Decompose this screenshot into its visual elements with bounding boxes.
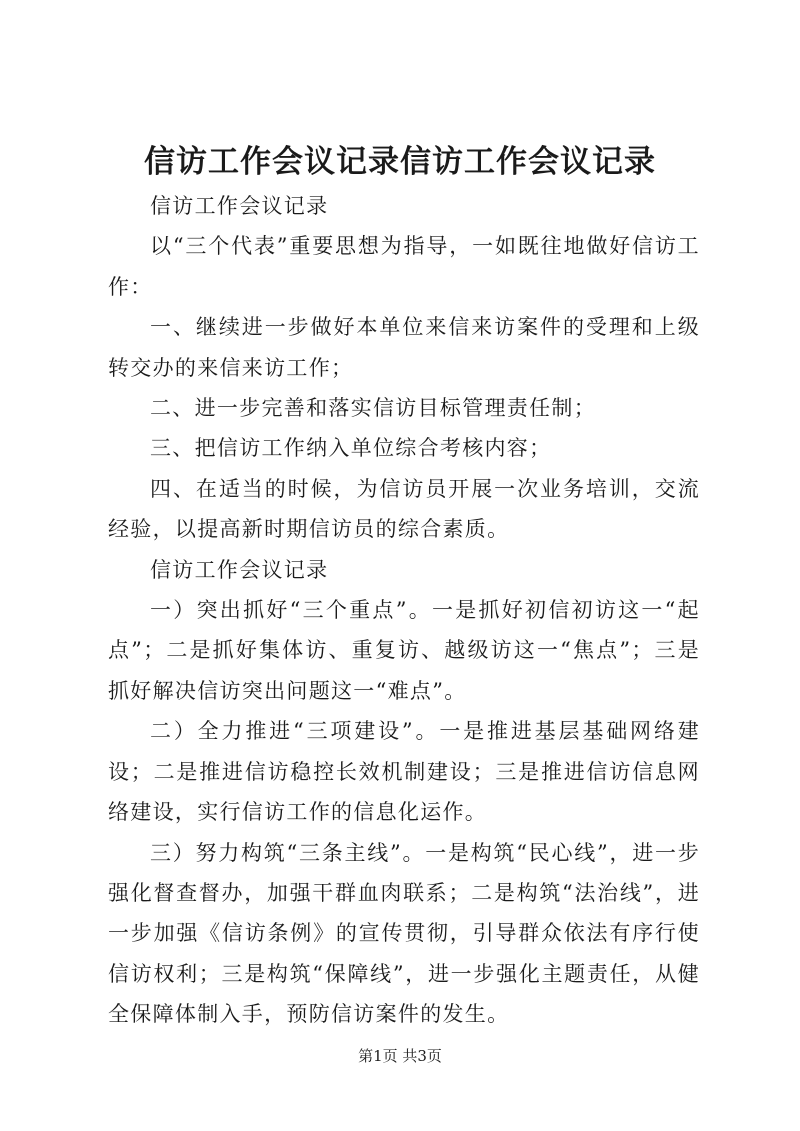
paragraph: 三、把信访工作纳入单位综合考核内容； — [150, 436, 552, 461]
document-body — [108, 186, 700, 1035]
section-heading: 信访工作会议记录 — [150, 194, 329, 218]
paragraph: 二）全力推进“三项建设”。一是推进基层基础网络建设；二是推进信访稳控长效机制建设；三是推进信访信息网络建设，实行信访工作的信息化运作。 — [108, 719, 700, 825]
document-title: 信访工作会议记录信访工作会议记录 — [144, 144, 656, 180]
paragraph: 四、在适当的时候，为信访员开展一次业务培训，交流经验，以提高新时期信访员的综合素质。 — [108, 476, 700, 542]
section-heading: 信访工作会议记录 — [150, 557, 329, 582]
page-number-footer: 第1页 共3页 — [358, 1047, 442, 1065]
paragraph: 以“三个代表”重要思想为指导，一如既往地做好信访工作： — [108, 234, 700, 299]
paragraph: 一）突出抓好“三个重点”。一是抓好初信初访这一“起点”；二是抓好集体访、重复访、越级访这一“焦点”；三是抓好解决信访突出问题这一“难点”。 — [108, 598, 700, 703]
paragraph: 一、继续进一步做好本单位来信来访案件的受理和上级转交办的来信来访工作； — [108, 315, 700, 380]
paragraph: 三）努力构筑“三条主线”。一是构筑“民心线”，进一步强化督查督办，加强干群血肉联系；二是构筑“法治线”，进一步加强《信访条例》的宣传贯彻，引导群众依法有序行使信访权利；三是构筑“保障线”，进一步强化主题责任，从健全保障体制入手，预防信访案件的发生。 — [108, 840, 700, 1027]
paragraph: 二、进一步完善和落实信访目标管理责任制； — [150, 396, 596, 421]
